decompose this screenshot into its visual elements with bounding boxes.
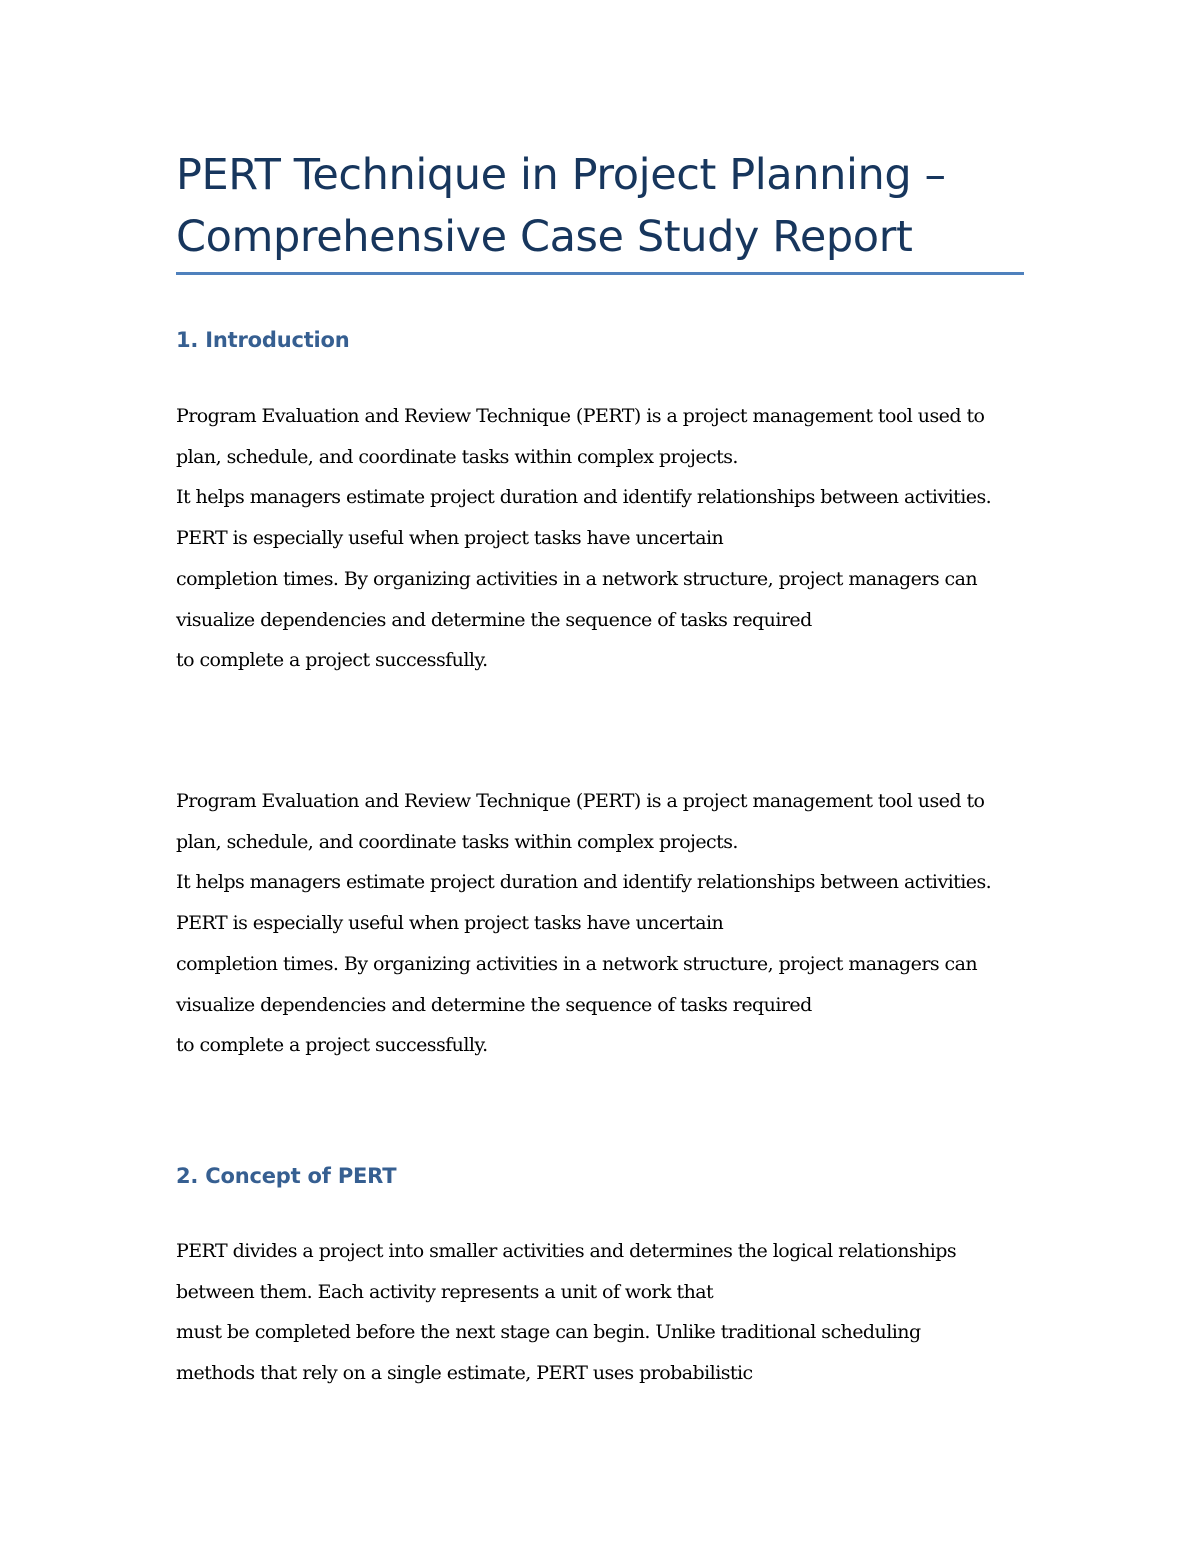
paragraph-line: to complete a project successfully. <box>176 1034 488 1057</box>
paragraph-line: PERT divides a project into smaller activities and determines the logical relationships <box>176 1240 957 1262</box>
paragraph-line: to complete a project successfully. <box>176 649 488 672</box>
paragraph-line: Program Evaluation and Review Technique (PERT) is a project management tool used to <box>176 790 985 812</box>
section-heading-introduction: 1. Introduction <box>176 328 350 352</box>
concept-paragraph-1 <box>176 1231 1036 1394</box>
paragraph-line: It helps managers estimate project duration and identify relationships between activities. <box>176 486 992 509</box>
document-title-line-2: Comprehensive Case Study Report <box>176 212 913 262</box>
paragraph-line: completion times. By organizing activities in a network structure, project managers can <box>176 567 978 590</box>
paragraph-line: methods that rely on a single estimate, PERT uses probabilistic <box>176 1362 753 1385</box>
paragraph-line: completion times. By organizing activities in a network structure, project managers can <box>176 952 978 975</box>
title-underline-rule <box>176 272 1024 275</box>
paragraph-line: visualize dependencies and determine the sequence of tasks required <box>176 993 812 1016</box>
paragraph-line: visualize dependencies and determine the sequence of tasks required <box>176 608 812 631</box>
document-title <box>176 144 1024 268</box>
paragraph-line: PERT is especially useful when project tasks have uncertain <box>176 527 724 550</box>
paragraph-line: PERT is especially useful when project tasks have uncertain <box>176 912 724 935</box>
paragraph-line: between them. Each activity represents a unit of work that <box>176 1280 714 1303</box>
paragraph-line: plan, schedule, and coordinate tasks within complex projects. <box>176 445 738 468</box>
paragraph-line: must be completed before the next stage can begin. Unlike traditional scheduling <box>176 1321 921 1344</box>
introduction-paragraph-2 <box>176 781 1036 1066</box>
paragraph-line: Program Evaluation and Review Technique (PERT) is a project management tool used to <box>176 405 985 427</box>
introduction-paragraph-1 <box>176 396 1036 681</box>
paragraph-line: It helps managers estimate project duration and identify relationships between activities. <box>176 871 992 894</box>
document-title-line-1: PERT Technique in Project Planning – <box>176 150 946 200</box>
section-heading-concept-of-pert: 2. Concept of PERT <box>176 1164 397 1188</box>
paragraph-line: plan, schedule, and coordinate tasks within complex projects. <box>176 830 738 853</box>
